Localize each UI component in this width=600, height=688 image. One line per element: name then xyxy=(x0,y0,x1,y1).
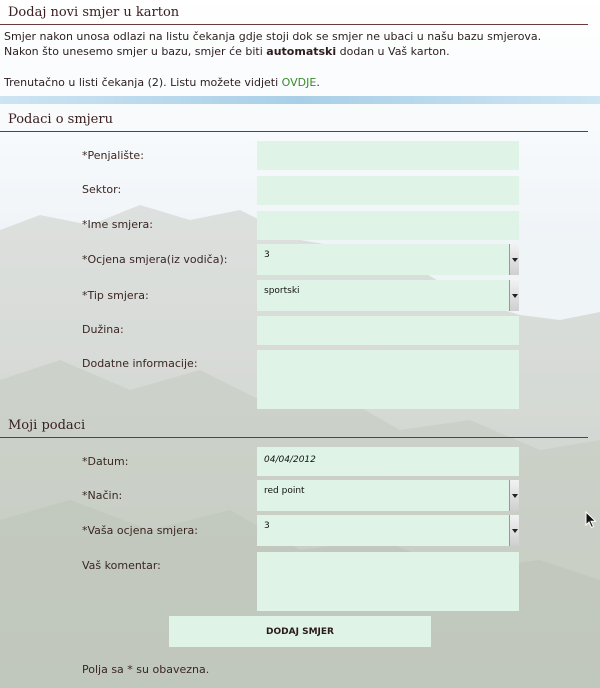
chevron-down-icon[interactable] xyxy=(509,280,519,311)
intro-line-2: Nakon što unesemo smjer u bazu, smjer će biti automatski dodan u Vaš karton. xyxy=(4,45,450,58)
queue-info: Trenutačno u listi čekanja (2). Listu možete vidjeti OVDJE. xyxy=(4,76,320,89)
route-grade-select[interactable]: 3 xyxy=(257,244,519,275)
start-point-input[interactable] xyxy=(257,141,519,170)
my-data-section-header xyxy=(0,413,588,438)
chevron-down-icon[interactable] xyxy=(509,244,519,275)
route-type-label: *Tip smjera: xyxy=(82,289,149,302)
length-input[interactable] xyxy=(257,316,519,345)
my-grade-label: *Vaša ocjena smjera: xyxy=(82,524,198,537)
comment-textarea[interactable] xyxy=(257,552,519,611)
ascent-style-select[interactable]: red point xyxy=(257,480,519,511)
required-fields-note: Polja sa * su obavezna. xyxy=(82,663,210,676)
length-label: Dužina: xyxy=(82,323,124,336)
date-input[interactable]: 04/04/2012 xyxy=(257,447,519,476)
date-label: *Datum: xyxy=(82,455,129,468)
start-point-label: *Penjalište: xyxy=(82,149,144,162)
ascent-style-label: *Način: xyxy=(82,489,123,502)
additional-info-label: Dodatne informacije: xyxy=(82,357,198,370)
add-route-button[interactable]: DODAJ SMJER xyxy=(169,616,431,647)
intro-text xyxy=(4,29,541,59)
decorative-strip xyxy=(0,96,600,104)
automatic-emphasis: automatski xyxy=(266,45,337,58)
additional-info-textarea[interactable] xyxy=(257,350,519,409)
queue-list-link[interactable]: OVDJE xyxy=(281,76,317,89)
sector-input[interactable] xyxy=(257,176,519,205)
mouse-cursor-icon xyxy=(585,511,597,532)
route-name-label: *Ime smjera: xyxy=(82,218,153,231)
route-name-input[interactable] xyxy=(257,211,519,240)
chevron-down-icon[interactable] xyxy=(509,480,519,511)
sector-label: Sektor: xyxy=(82,183,122,196)
my-data-section-title: Moji podaci xyxy=(8,418,86,433)
route-section-header xyxy=(0,107,588,132)
my-grade-select[interactable]: 3 xyxy=(257,515,519,546)
page-title-bar xyxy=(0,0,588,25)
route-type-select[interactable]: sportski xyxy=(257,280,519,311)
intro-line-1: Smjer nakon unosa odlazi na listu čekanja gdje stoji dok se smjer ne ubaci u našu bazu smjerova. xyxy=(4,30,542,43)
route-grade-label: *Ocjena smjera(iz vodiča): xyxy=(82,253,228,266)
route-section-title: Podaci o smjeru xyxy=(8,112,113,127)
chevron-down-icon[interactable] xyxy=(509,515,519,546)
comment-label: Vaš komentar: xyxy=(82,559,161,572)
page-title: Dodaj novi smjer u karton xyxy=(8,5,180,20)
